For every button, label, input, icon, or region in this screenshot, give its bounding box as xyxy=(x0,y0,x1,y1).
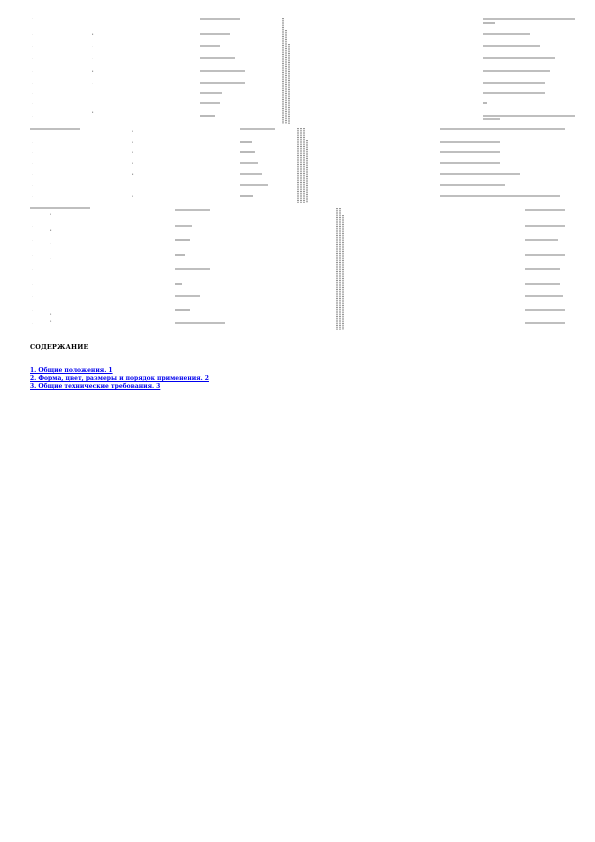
row-mark: 1 xyxy=(132,131,134,133)
row-mark: . xyxy=(32,185,33,187)
row-mark: 1 xyxy=(50,214,52,216)
toc-link-technical-requirements[interactable]: 3. Общие технические требования. 3 xyxy=(30,383,161,390)
row-mark: 1 xyxy=(132,142,134,144)
table-illegible-lines xyxy=(0,0,595,335)
row-mark: . xyxy=(32,174,33,176)
row-mark: 8 xyxy=(50,230,52,232)
row-mark: . xyxy=(32,116,33,118)
row-mark: . xyxy=(32,196,33,198)
row-mark: . xyxy=(32,83,33,85)
row-mark: . xyxy=(32,310,33,312)
toc-title: СОДЕРЖАНИЕ xyxy=(30,343,89,351)
row-mark: . xyxy=(32,46,33,48)
row-mark: . xyxy=(32,296,33,298)
row-mark: . xyxy=(32,269,33,271)
row-mark: . xyxy=(32,142,33,144)
toc-item xyxy=(30,371,209,382)
row-mark: . xyxy=(32,71,33,73)
row-mark: 8 xyxy=(92,34,94,36)
row-mark: . xyxy=(32,240,33,242)
row-mark: . xyxy=(92,46,93,48)
row-mark: 8 xyxy=(92,112,94,114)
row-mark: 8 xyxy=(132,174,134,176)
row-mark: 8 xyxy=(92,71,94,73)
row-mark: . xyxy=(32,323,33,325)
row-mark: . xyxy=(32,255,33,257)
toc-link-form-color-size[interactable]: 2. Форма, цвет, размеры и порядок применения. 2 xyxy=(30,375,209,382)
row-mark: 1 xyxy=(132,196,134,198)
toc-link-general[interactable]: 1. Общие положения. 1 xyxy=(30,367,113,374)
row-mark: . xyxy=(32,58,33,60)
row-mark: . xyxy=(32,34,33,36)
row-mark: . xyxy=(32,284,33,286)
row-mark: . xyxy=(92,83,93,85)
row-mark: . xyxy=(32,18,33,20)
toc-item xyxy=(30,363,209,374)
row-mark: 2 xyxy=(50,314,52,316)
row-mark: 2 xyxy=(50,321,52,323)
row-mark: . xyxy=(32,226,33,228)
row-mark: . xyxy=(50,243,51,245)
toc-list xyxy=(30,363,209,390)
row-mark: . xyxy=(32,103,33,105)
row-mark: . xyxy=(92,58,93,60)
row-mark: . xyxy=(32,152,33,154)
row-mark: . xyxy=(32,93,33,95)
row-mark: 1 xyxy=(132,152,134,154)
row-mark: 1 xyxy=(132,163,134,165)
row-mark: . xyxy=(32,163,33,165)
row-mark: . xyxy=(50,258,51,260)
